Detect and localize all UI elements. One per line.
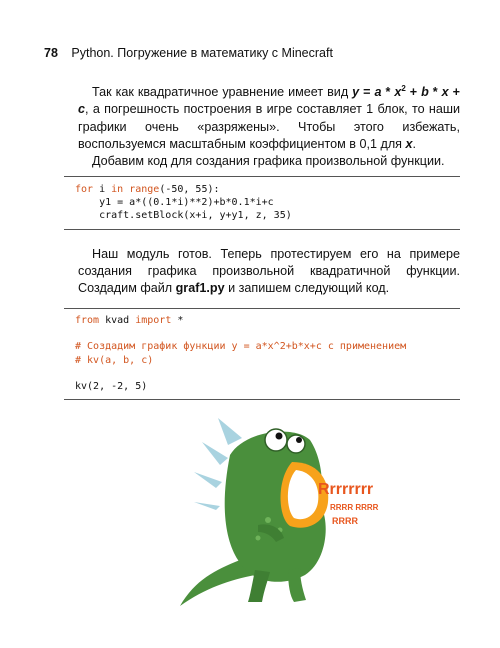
running-header	[44, 46, 460, 60]
code-text: i	[93, 184, 112, 195]
code-comment: # Создадим график функции y = a*x^2+b*x+c с применением	[75, 341, 407, 353]
paragraph-2	[78, 246, 460, 298]
formula-var: x	[394, 85, 402, 100]
roar-line-3: RRRR	[332, 516, 358, 526]
pupil	[296, 437, 302, 443]
text-run: .	[412, 136, 417, 151]
formula-op: *	[381, 85, 395, 100]
paragraph-text	[78, 246, 460, 298]
code-text: kvad	[99, 315, 136, 326]
formula-exponent: 2	[401, 84, 406, 93]
code-block-1	[64, 176, 460, 230]
formula-op: *	[428, 85, 442, 100]
formula-op: +	[448, 85, 460, 100]
roar-line-2: RRRR RRRR	[330, 503, 379, 512]
code-text: *	[171, 315, 184, 326]
roar-line-1: Rrrrrrrr	[318, 481, 374, 498]
code-line: craft.setBlock(x+i, y+y1, z, 35)	[75, 210, 292, 222]
formula-op: +	[405, 85, 422, 100]
page-number: 78	[44, 46, 58, 60]
formula-op: =	[359, 85, 375, 100]
formula-var: c	[78, 102, 86, 117]
code-keyword: in	[111, 184, 124, 195]
code-text: (-50, 55):	[159, 184, 220, 195]
text-run: а погрешность построения в игре составляет 1 блок, то наши графики очень «разряжены». Чтобы этого избежать, воспользуемся масштабным коэффициентом в 0,1 для	[78, 102, 460, 151]
text-run: ,	[85, 102, 89, 117]
formula-var: x	[405, 136, 413, 151]
formula-var: a	[374, 85, 382, 100]
text-run: и запишем следующий код.	[224, 281, 390, 296]
file-name: graf1.py	[175, 281, 225, 296]
code-keyword: range	[129, 184, 160, 195]
dinosaur-illustration	[180, 410, 400, 610]
formula-var: x	[441, 85, 449, 100]
text-run: Наш модуль готов. Теперь протестируем его на примере создания графика произвольной квадратичной функции. Создадим файл	[78, 247, 460, 296]
code-line: kv(2, -2, 5)	[75, 381, 148, 393]
code-keyword: for	[75, 184, 94, 195]
code-line: y1 = a*((0.1*i)**2)+b*0.1*i+c	[75, 197, 274, 209]
paragraph-text	[78, 80, 460, 153]
formula-var: y	[352, 85, 360, 100]
code-keyword: import	[135, 315, 172, 326]
text-run: Так как квадратичное уравнение имеет вид	[92, 85, 353, 100]
code-comment: # kv(a, b, c)	[75, 354, 154, 366]
running-title: Python. Погружение в математику с Minecraft	[71, 46, 333, 60]
formula-var: b	[421, 85, 429, 100]
pupil	[276, 433, 283, 440]
code-keyword: from	[75, 315, 100, 326]
code-block-2	[64, 308, 460, 400]
paragraph-text-2: Добавим код для создания графика произвольной функции.	[92, 154, 445, 168]
paragraph-1	[78, 80, 460, 170]
eye-icon	[287, 435, 305, 453]
eye-icon	[265, 429, 287, 451]
